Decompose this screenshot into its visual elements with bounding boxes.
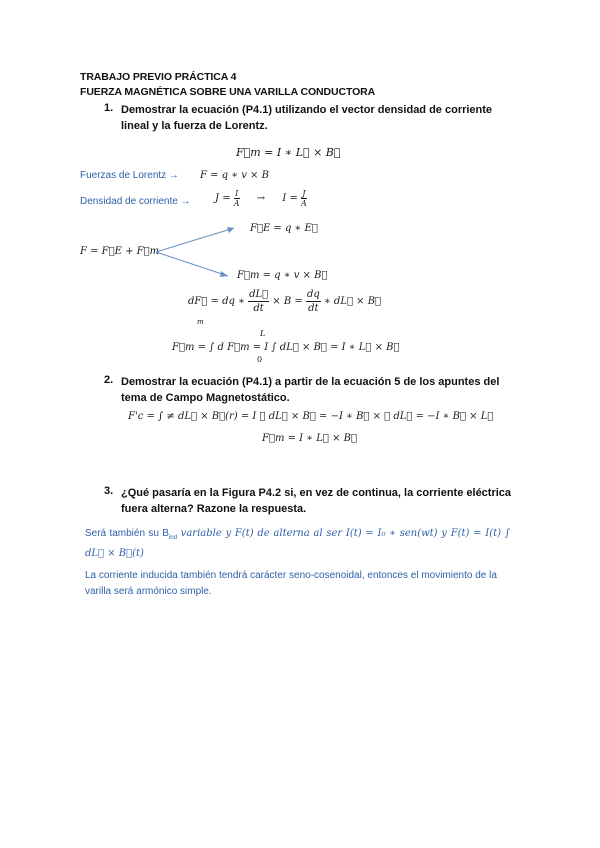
fraction-i-over-a: $\frac{I}{A}$ <box>233 189 240 208</box>
question-1-number: 1. <box>104 102 114 114</box>
integral-equation: F⃗m = ∫ d F⃗m = I ∫ dL⃗ × B⃗ = I ∗ L⃗ × B⃗ <box>172 342 400 353</box>
arrowhead-electric <box>227 227 234 233</box>
arrow-to-magnetic <box>156 252 228 276</box>
equation-main: F⃗m = I ∗ L⃗ × B⃗ <box>236 146 341 159</box>
question-2-text: Demostrar la ecuación (P4.1) a partir de la ecuación 5 de los apuntes del tema de Campo Magnetostático. <box>121 376 500 404</box>
lorentz-label: Fuerzas de Lorentz → <box>80 170 179 181</box>
integral-lower-limit: 0 <box>257 355 263 364</box>
fraction-dl-dt: $\frac{dL⃗}{dt}$ <box>249 289 269 314</box>
electric-force-equation: F⃗E = q ∗ E⃗ <box>250 223 318 234</box>
question-3-text: ¿Qué pasaría en la Figura P4.2 si, en vez de continua, la corriente eléctrica fuera alterna? Razone la respuesta. <box>121 487 512 515</box>
q2-equation-1: F'c = ∫ ≠ dL⃗ × B⃗(r) = I ∮ dL⃗ × B⃗ = −I ∗ B⃗ × ∮ dL⃗ = −I ∗ B⃗ × L⃗ <box>128 411 494 422</box>
differential-equation: dF⃗ m = dq ∗ $\frac{dL⃗}{dt}$ × B = $\frac{dq}{dt}$ ∗ dL⃗ × B⃗ <box>188 289 382 326</box>
question-2-number: 2. <box>104 374 114 386</box>
fraction-j-over-a: $\frac{J}{A}$ <box>301 189 307 208</box>
document-subtitle: FUERZA MAGNÉTICA SOBRE UNA VARILLA CONDUCTORA <box>80 86 376 98</box>
force-sum-equation: F = F⃗E + F⃗m <box>80 246 160 257</box>
question-1-text: Demostrar la ecuación (P4.1) utilizando el vector densidad de corriente lineal y la fuerza de Lorentz. <box>121 104 493 132</box>
arrow-to-electric <box>156 228 234 252</box>
branch-arrows <box>150 222 240 282</box>
document-title: TRABAJO PREVIO PRÁCTICA 4 <box>80 71 237 83</box>
arrowhead-magnetic <box>220 271 228 277</box>
answer-paragraph-2: La corriente inducida también tendrá carácter seno-cosenoidal, entonces el movimiento de la varilla será armónico simple. <box>85 570 497 597</box>
density-label: Densidad de corriente → <box>80 196 191 207</box>
fraction-dq-dt: $\frac{dq}{dt}$ <box>306 289 320 314</box>
integral-upper-limit: L <box>260 329 266 338</box>
q2-equation-2: F⃗m = I ∗ L⃗ × B⃗ <box>262 433 357 444</box>
density-arrow: → <box>256 193 266 204</box>
answer-paragraph-1: Será también su $B_{ind}$ variable y F(t) de alterna al ser I(t) = I₀ ∗ sen(wt) y F(t) = I(t) ∫ dL⃗ × B⃗(t) <box>85 528 511 559</box>
magnetic-force-equation: F⃗m = q ∗ v × B⃗ <box>237 270 328 281</box>
question-3-number: 3. <box>104 485 114 497</box>
density-equation-j: J = $\frac{I}{A}$ → I = $\frac{J}{A}$ <box>215 189 307 208</box>
lorentz-equation: F = q ∗ v × B <box>200 170 269 181</box>
